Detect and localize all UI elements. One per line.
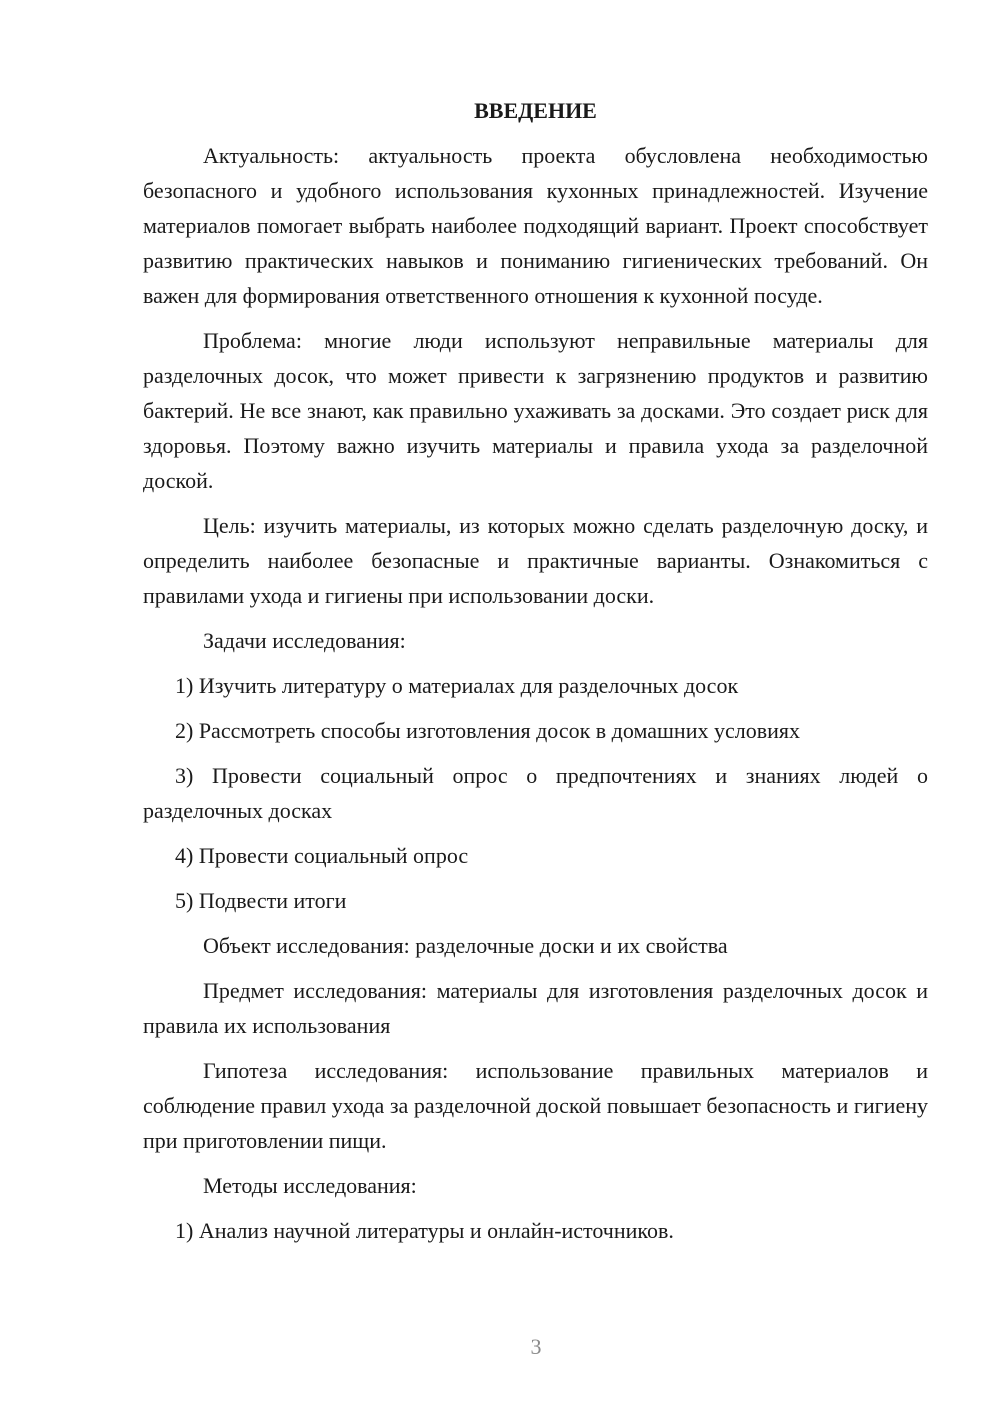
page-number: 3 xyxy=(530,1334,542,1359)
goal-paragraph: Цель: изучить материалы, из которых можно сделать разделочную доску, и определить наиболее безопасные и практичные варианты. Ознакомиться с правилами ухода и гигиены при использовании доски. xyxy=(143,513,928,608)
task-item: 4) Провести социальный опрос xyxy=(175,843,469,868)
method-item: 1) Анализ научной литературы и онлайн-источников. xyxy=(175,1218,674,1243)
problem-paragraph: Проблема: многие люди используют неправильные материалы для разделочных досок, что может привести к загрязнению продуктов и развитию бактерий. Не все знают, как правильно ухаживать за досками. Это создает риск для здоровья. Поэтому важно изучить материалы и правила ухода за разделочной доской. xyxy=(143,328,928,493)
hypothesis-paragraph: Гипотеза исследования: использование правильных материалов и соблюдение правил ухода за разделочной доской повышает безопасность и гигиену при приготовлении пищи. xyxy=(143,1058,928,1153)
task-item: 3) Провести социальный опрос о предпочтениях и знаниях людей о разделочных досках xyxy=(143,763,928,823)
task-item: 5) Подвести итоги xyxy=(175,888,347,913)
object-paragraph: Объект исследования: разделочные доски и их свойства xyxy=(203,933,728,958)
page-content xyxy=(143,96,928,1258)
task-item: 1) Изучить литературу о материалах для разделочных досок xyxy=(175,673,739,698)
tasks-heading: Задачи исследования: xyxy=(203,628,406,653)
subject-paragraph: Предмет исследования: материалы для изготовления разделочных досок и правила их использования xyxy=(143,978,928,1038)
relevance-paragraph: Актуальность: актуальность проекта обусловлена необходимостью безопасного и удобного использования кухонных принадлежностей. Изучение материалов помогает выбрать наиболее подходящий вариант. Проект способствует развитию практических навыков и пониманию гигиенических требований. Он важен для формирования ответственного отношения к кухонной посуде. xyxy=(143,143,928,308)
methods-heading: Методы исследования: xyxy=(203,1173,417,1198)
task-item: 2) Рассмотреть способы изготовления досок в домашних условиях xyxy=(175,718,800,743)
page-title: ВВЕДЕНИЕ xyxy=(474,98,597,123)
